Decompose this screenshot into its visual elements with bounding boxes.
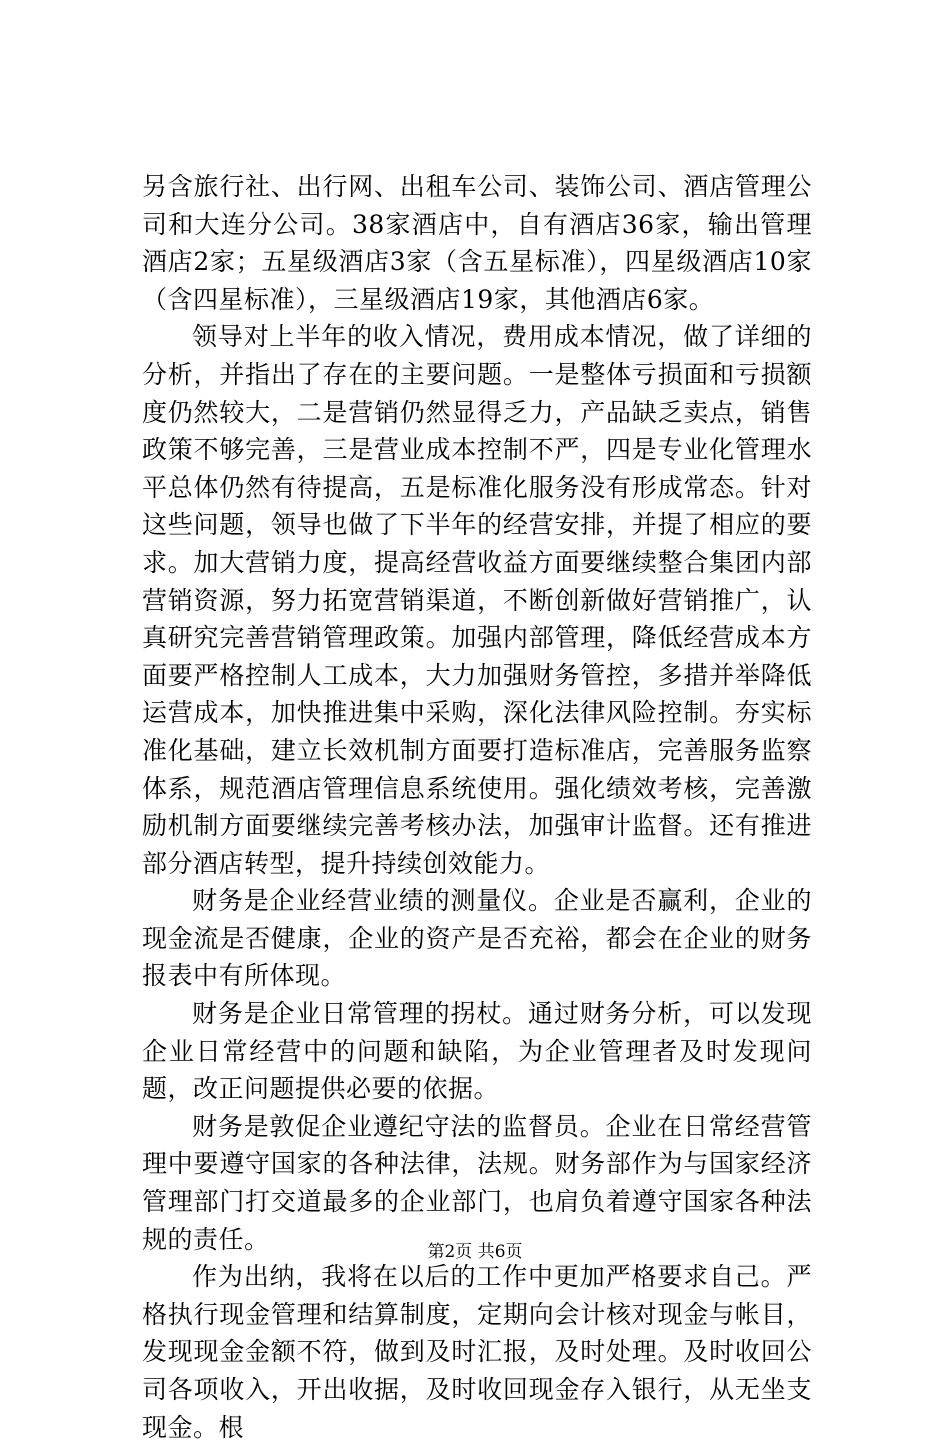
paragraph-finance-measure: 财务是企业经营业绩的测量仪。企业是否赢利，企业的现金流是否健康，企业的资产是否充裕，都会在企业的财务报表中有所体现。: [142, 886, 812, 991]
paragraph-finance-supervisor: 财务是敦促企业遵纪守法的监督员。企业在日常经营管理中要遵守国家的各种法律，法规。财务部作为与国家经济管理部门打交道最多的企业部门，也肩负着遵守国家各种法规的责任。: [142, 1111, 812, 1254]
paragraph-leadership-analysis: 领导对上半年的收入情况，费用成本情况，做了详细的分析，并指出了存在的主要问题。一是整体亏损面和亏损额度仍然较大，二是营销仍然显得乏力，产品缺乏卖点，销售政策不够完善，三是营业成本控制不严，四是专业化管理水平总体仍然有待提高，五是标准化服务没有形成常态。针对这些问题，领导也做了下半年的经营安排，并提了相应的要求。加大营销力度，提高经营收益方面要继续整合集团内部营销资源，努力拓宽营销渠道，不断创新做好营销推广，认真研究完善营销管理政策。加强内部管理，降低经营成本方面要严格控制人工成本，大力加强财务管控，多措并举降低运营成本，加快推进集中采购，深化法律风险控制。夯实标准化基础，建立长效机制方面要打造标准店，完善服务监察体系，规范酒店管理信息系统使用。强化绩效考核，完善激励机制方面要继续完善考核办法，加强审计监督。还有推进部分酒店转型，提升持续创效能力。: [142, 322, 812, 878]
paragraph-finance-crutch: 财务是企业日常管理的拐杖。通过财务分析，可以发现企业日常经营中的问题和缺陷，为企业管理者及时发现问题，改正问题提供必要的依据。: [142, 999, 812, 1104]
page-number-footer: 第2页 共6页: [427, 1242, 523, 1262]
paragraph-cashier-commitment: 作为出纳，我将在以后的工作中更加严格要求自己。严格执行现金管理和结算制度，定期向会计核对现金与帐目，发现现金金额不符，做到及时汇报，及时处理。及时收回公司各项收入，开出收据，及时收回现金存入银行，从无坐支现金。根: [142, 1262, 812, 1442]
paragraph-continuation: 另含旅行社、出行网、出租车公司、装饰公司、酒店管理公司和大连分公司。38家酒店中，自有酒店36家，输出管理酒店2家；五星级酒店3家（含五星标准），四星级酒店10家（含四星标准），三星级酒店19家，其他酒店6家。: [142, 172, 812, 314]
